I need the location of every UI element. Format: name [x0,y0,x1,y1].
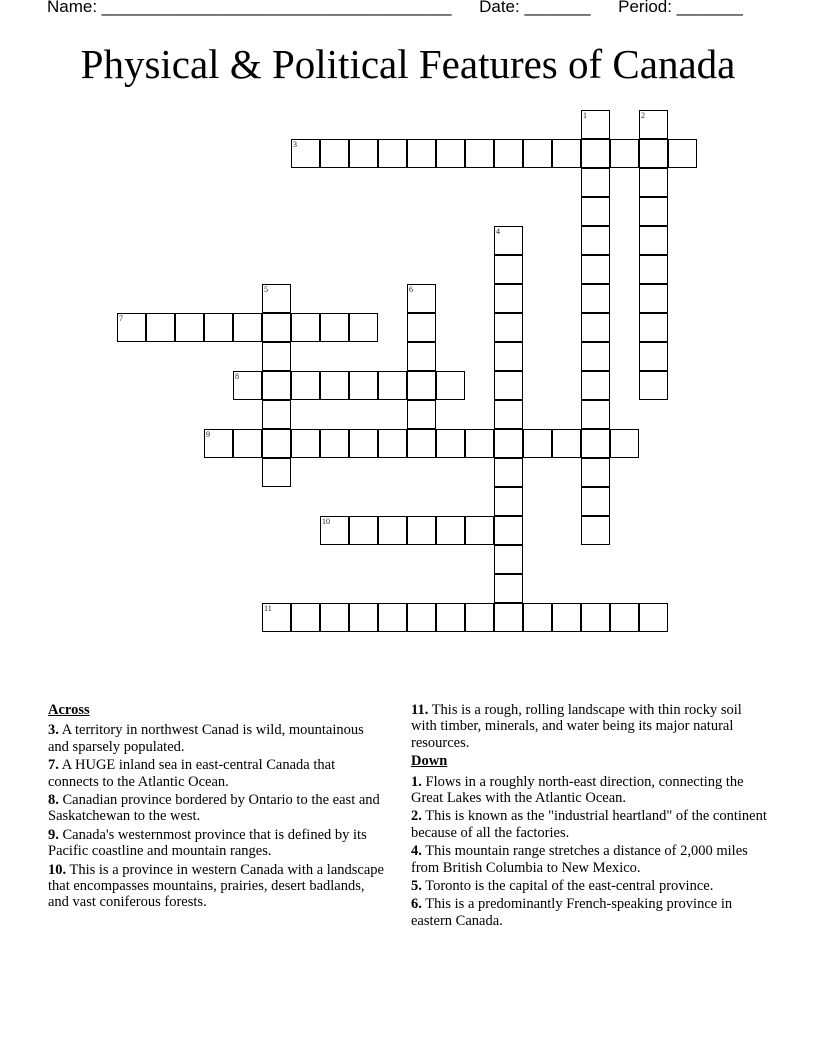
grid-cell[interactable] [291,139,320,168]
clue-across-11: 11. This is a rough, rolling landscape with thin rocky soil with timber, minerals, and water being its major natural resources. [411,702,742,751]
grid-cell[interactable] [349,371,378,400]
cell-number: 4 [496,227,500,236]
grid-cell[interactable] [494,255,523,284]
grid-cell[interactable] [291,371,320,400]
grid-cell[interactable] [494,226,523,255]
grid-cell[interactable] [639,342,668,371]
date-field[interactable]: Date: _______ [479,0,591,16]
grid-cell[interactable] [639,110,668,139]
grid-cell[interactable] [349,139,378,168]
grid-cell[interactable] [436,603,465,632]
grid-cell[interactable] [523,429,552,458]
grid-cell[interactable] [407,139,436,168]
grid-cell[interactable] [668,139,697,168]
grid-cell[interactable] [349,603,378,632]
grid-cell[interactable] [407,371,436,400]
grid-cell[interactable] [494,139,523,168]
down-heading: Down [411,753,448,770]
grid-cell[interactable] [320,313,349,342]
grid-cell[interactable] [407,342,436,371]
clue-down-1: 1. Flows in a roughly north-east direction, connecting the Great Lakes with the Atlantic Ocean. [411,773,744,807]
grid-cell[interactable] [523,603,552,632]
cell-number: 2 [641,111,645,120]
clues-left-column [48,702,388,913]
grid-cell[interactable] [407,284,436,313]
grid-cell[interactable] [320,371,349,400]
clues-right-column [411,702,771,931]
grid-cell[interactable] [639,255,668,284]
grid-cell[interactable] [581,516,610,545]
grid-cell[interactable] [291,429,320,458]
grid-cell[interactable] [320,603,349,632]
grid-cell[interactable] [494,487,523,516]
cell-number: 7 [119,314,123,323]
grid-cell[interactable] [378,371,407,400]
clue-down-2: 2. This is known as the "industrial heartland" of the continent because of all the factories. [411,808,767,841]
grid-cell[interactable] [262,400,291,429]
grid-cell[interactable] [378,603,407,632]
grid-cell[interactable] [465,603,494,632]
grid-cell[interactable] [494,371,523,400]
grid-cell[interactable] [407,313,436,342]
clue-across-7: 7. A HUGE inland sea in east-central Canada that connects to the Atlantic Ocean. [48,757,336,790]
grid-cell[interactable] [639,139,668,168]
clue-across-8: 8. Canadian province bordered by Ontario to the east and Saskatchewan to the west. [48,792,380,825]
clue-down-6: 6. This is a predominantly French-speaking province in eastern Canada. [411,896,733,929]
grid-cell[interactable] [320,429,349,458]
grid-cell[interactable] [320,139,349,168]
grid-cell[interactable] [262,603,291,632]
cell-number: 1 [583,111,587,120]
name-field[interactable]: Name: _____________________________________ [47,0,452,16]
grid-cell[interactable] [262,313,291,342]
grid-cell[interactable] [436,371,465,400]
grid-cell[interactable] [581,342,610,371]
grid-cell[interactable] [639,197,668,226]
grid-cell[interactable] [494,545,523,574]
grid-cell[interactable] [523,139,552,168]
grid-cell[interactable] [146,313,175,342]
grid-cell[interactable] [233,429,262,458]
grid-cell[interactable] [233,371,262,400]
grid-cell[interactable] [378,139,407,168]
cell-number: 9 [206,430,210,439]
clue-down-5: 5. Toronto is the capital of the east-central province. [411,878,714,895]
grid-cell[interactable] [262,458,291,487]
grid-cell[interactable] [407,603,436,632]
grid-cell[interactable] [581,168,610,197]
grid-cell[interactable] [465,139,494,168]
grid-cell[interactable] [494,284,523,313]
grid-cell[interactable] [407,516,436,545]
grid-cell[interactable] [407,429,436,458]
grid-cell[interactable] [610,603,639,632]
grid-cell[interactable] [581,603,610,632]
grid-cell[interactable] [117,313,146,342]
clue-across-9: 9. Canada's westernmost province that is defined by its Pacific coastline and mountain ranges. [48,826,367,860]
grid-cell[interactable] [494,516,523,545]
grid-cell[interactable] [581,197,610,226]
grid-cell[interactable] [581,313,610,342]
grid-cell[interactable] [494,429,523,458]
grid-cell[interactable] [581,255,610,284]
grid-cell[interactable] [581,458,610,487]
grid-cell[interactable] [581,487,610,516]
grid-cell[interactable] [494,313,523,342]
grid-cell[interactable] [378,516,407,545]
grid-cell[interactable] [233,313,262,342]
cell-number: 10 [322,517,330,526]
grid-cell[interactable] [175,313,204,342]
cell-number: 3 [293,140,297,149]
grid-cell[interactable] [349,516,378,545]
grid-cell[interactable] [639,284,668,313]
clue-across-3: 3. A territory in northwest Canad is wild, mountainous and sparsely populated. [48,722,364,755]
across-heading: Across [48,702,90,718]
grid-cell[interactable] [204,429,233,458]
grid-cell[interactable] [581,371,610,400]
clue-across-10: 10. This is a province in western Canada with a landscape that encompasses mountains, prairies, desert badlands, and vast coniferous forests. [48,861,384,911]
grid-cell[interactable] [639,371,668,400]
grid-cell[interactable] [639,313,668,342]
grid-cell[interactable] [639,603,668,632]
cell-number: 11 [264,604,272,613]
cell-number: 6 [409,285,413,294]
grid-cell[interactable] [262,429,291,458]
grid-cell[interactable] [610,429,639,458]
grid-cell[interactable] [552,429,581,458]
grid-cell[interactable] [581,400,610,429]
grid-cell[interactable] [494,458,523,487]
clue-down-4: 4. This mountain range stretches a distance of 2,000 miles from British Columbia to New Mexico. [411,843,748,876]
grid-cell[interactable] [465,429,494,458]
grid-cell[interactable] [581,139,610,168]
grid-cell[interactable] [349,313,378,342]
grid-cell[interactable] [639,168,668,197]
grid-cell[interactable] [552,139,581,168]
grid-cell[interactable] [378,429,407,458]
grid-cell[interactable] [552,603,581,632]
grid-cell[interactable] [494,342,523,371]
grid-cell[interactable] [436,516,465,545]
grid-cell[interactable] [581,110,610,139]
grid-cell[interactable] [262,371,291,400]
grid-cell[interactable] [465,516,494,545]
period-field[interactable]: Period: _______ [618,0,743,16]
grid-cell[interactable] [291,313,320,342]
grid-cell[interactable] [494,603,523,632]
grid-cell[interactable] [581,284,610,313]
grid-cell[interactable] [349,429,378,458]
grid-cell[interactable] [494,574,523,603]
grid-cell[interactable] [494,400,523,429]
grid-cell[interactable] [407,400,436,429]
page-title: Physical & Political Features of Canada [80,41,736,87]
grid-cell[interactable] [204,313,233,342]
cell-number: 8 [235,372,239,381]
grid-cell[interactable] [262,284,291,313]
grid-cell[interactable] [581,429,610,458]
grid-cell[interactable] [436,429,465,458]
cell-number: 5 [264,285,268,294]
grid-cell[interactable] [610,139,639,168]
grid-cell[interactable] [291,603,320,632]
grid-cell[interactable] [262,342,291,371]
grid-cell[interactable] [320,516,349,545]
grid-cell[interactable] [639,226,668,255]
grid-cell[interactable] [436,139,465,168]
grid-cell[interactable] [581,226,610,255]
